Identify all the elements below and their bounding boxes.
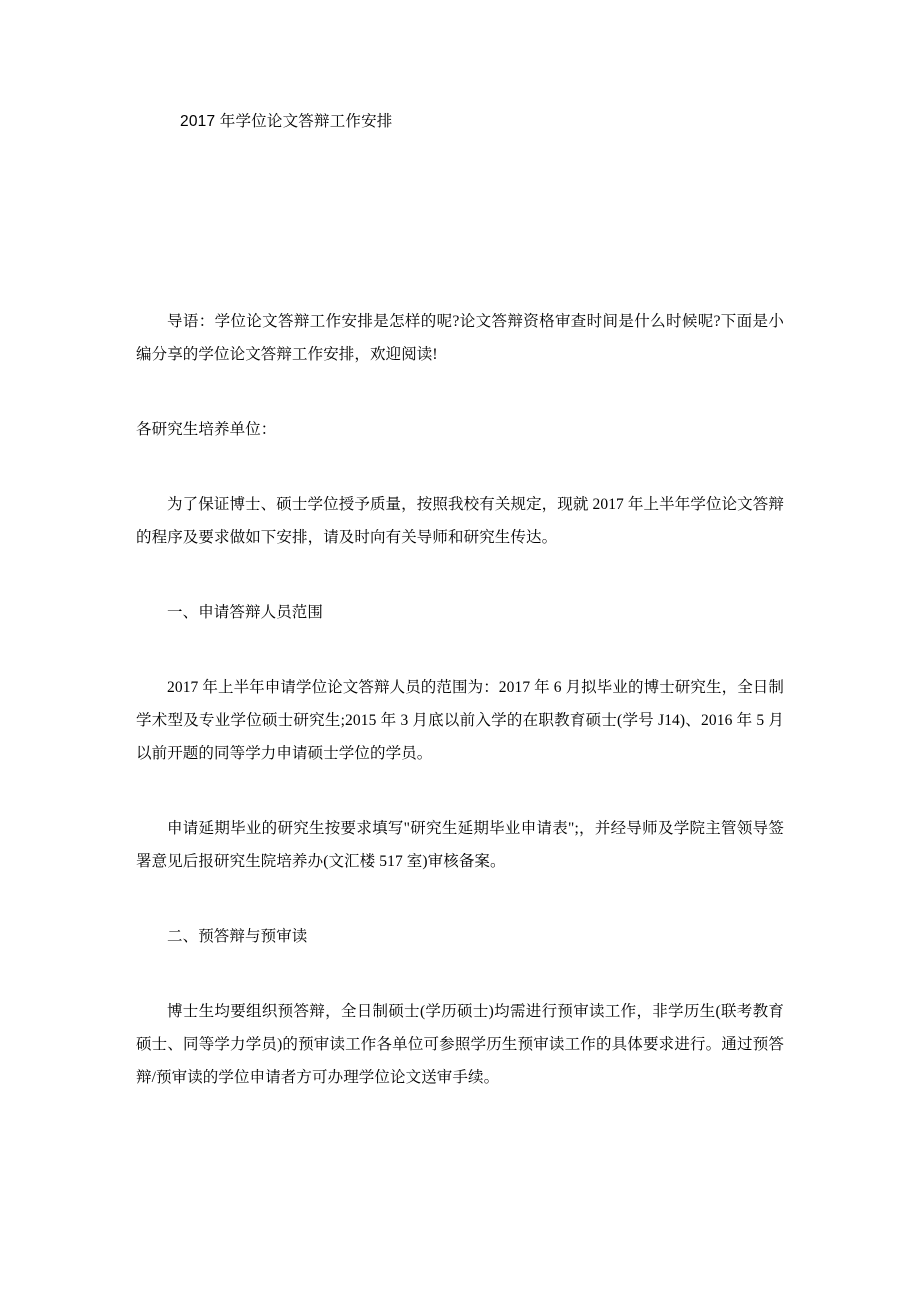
paragraph-gap-1 xyxy=(136,371,784,413)
paragraph-gap-5 xyxy=(136,770,784,812)
paragraph-gap-6 xyxy=(136,878,784,920)
section-one-body: 2017 年上半年申请学位论文答辩人员的范围为：2017 年 6 月拟毕业的博士研究生，全日制学术型及专业学位硕士研究生;2015 年 3 月底以前入学的在职教育硕士(学号 J14)、2016 年 5 月以前开题的同等学力申请硕士学位的学员。 xyxy=(136,678,784,762)
section-one-note: 申请延期毕业的研究生按要求填写"研究生延期毕业申请表";，并经导师及学院主管领导签署意见后报研究生院培养办(文汇楼 517 室)审核备案。 xyxy=(136,819,784,870)
title-spacer xyxy=(136,135,784,305)
section-two-heading: 二、预答辩与预审读 xyxy=(167,927,308,945)
section-one-heading: 一、申请答辩人员范围 xyxy=(167,603,324,621)
intro-paragraph: 导语：学位论文答辩工作安排是怎样的呢?论文答辩资格审查时间是什么时候呢?下面是小编分享的学位论文答辩工作安排，欢迎阅读! xyxy=(136,312,784,363)
paragraph-gap-7 xyxy=(136,953,784,995)
section-two-body: 博士生均要组织预答辩，全日制硕士(学历硕士)均需进行预审读工作，非学历生(联考教育硕士、同等学力学员)的预审读工作各单位可参照学历生预审读工作的具体要求进行。通过预答辩/预审读的学位申请者方可办理学位论文送审手续。 xyxy=(136,1002,784,1086)
paragraph-gap-4 xyxy=(136,629,784,671)
document-content xyxy=(136,110,784,1094)
salutation: 各研究生培养单位： xyxy=(136,420,277,438)
purpose-paragraph: 为了保证博士、硕士学位授予质量，按照我校有关规定，现就 2017 年上半年学位论文答辩的程序及要求做如下安排，请及时向有关导师和研究生传达。 xyxy=(136,495,784,546)
paragraph-gap-2 xyxy=(136,446,784,488)
paragraph-gap-3 xyxy=(136,554,784,596)
page-title: 2017 年学位论文答辩工作安排 xyxy=(180,113,393,130)
